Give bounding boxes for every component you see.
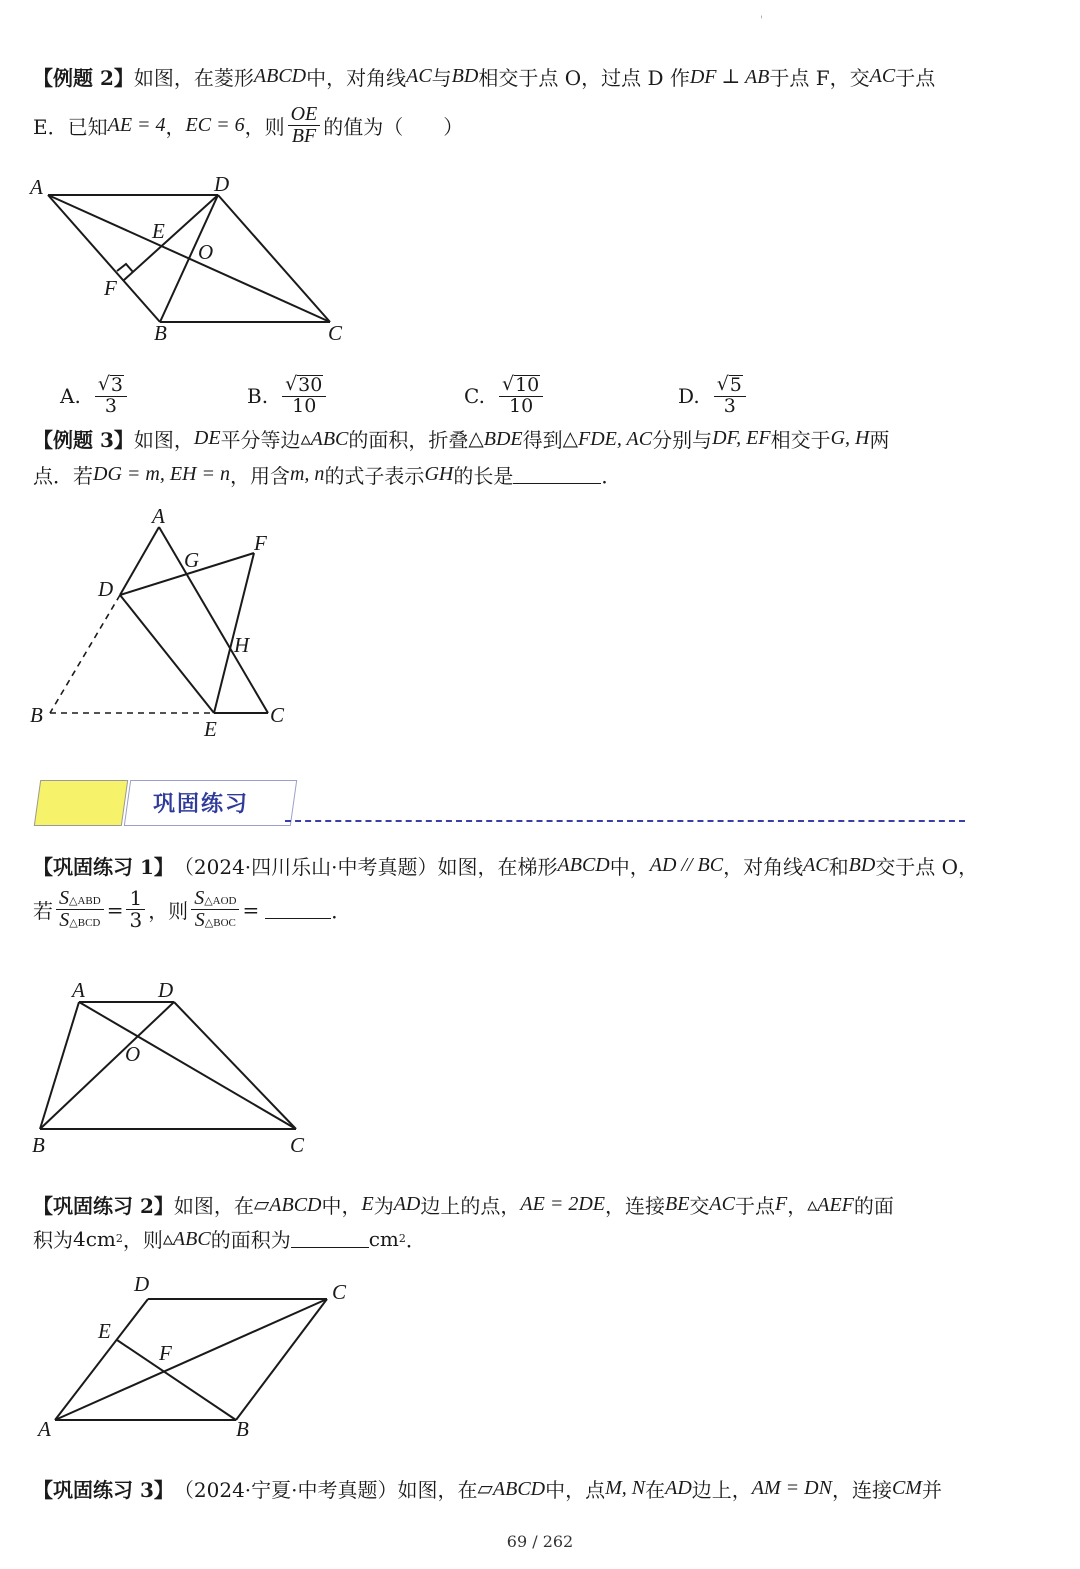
answer-options xyxy=(60,364,780,428)
text: E．已知 xyxy=(33,115,108,139)
radicand: 3 xyxy=(110,374,124,397)
text: 如图， xyxy=(133,428,194,452)
text: 与 xyxy=(431,66,452,90)
text: 的面积，折叠 xyxy=(348,428,469,452)
section-divider xyxy=(285,820,965,822)
text: ． xyxy=(405,1228,426,1252)
text: ，则 xyxy=(148,899,189,923)
label-b: B xyxy=(154,321,167,345)
math: DE xyxy=(193,427,221,449)
text: 为 xyxy=(373,1194,394,1218)
label-a: A xyxy=(30,175,43,199)
label-f: F xyxy=(254,531,267,555)
answer-blank[interactable] xyxy=(513,465,601,484)
fold-triangle-figure xyxy=(28,502,328,747)
superscript: 2 xyxy=(398,1232,406,1245)
math: CM xyxy=(891,1477,922,1499)
superscript: 2 xyxy=(115,1232,123,1245)
parallelogram-figure xyxy=(28,1270,358,1445)
text: = xyxy=(242,897,260,922)
text: 如图，在菱形 xyxy=(133,66,254,90)
text: ， xyxy=(165,115,186,139)
label-o: O xyxy=(125,1042,141,1066)
text: 的长是 xyxy=(453,464,514,488)
math: G, H xyxy=(830,427,870,449)
math: △BDE xyxy=(468,428,523,450)
math: DF ⊥ AB xyxy=(689,66,770,88)
math: ▱ABCD xyxy=(253,1194,322,1216)
math: △FDE, AC xyxy=(562,428,653,450)
subscript: △AOD xyxy=(204,895,237,907)
text: 平分等边 xyxy=(220,428,301,452)
option-letter: D. xyxy=(678,384,700,408)
math: AD xyxy=(665,1477,692,1499)
text: 两 xyxy=(869,428,890,452)
denominator: 3 xyxy=(723,395,736,417)
trapezoid-figure xyxy=(28,975,328,1160)
subscript: △BCD xyxy=(69,917,101,929)
label-a: A xyxy=(152,504,165,528)
label-f: F xyxy=(159,1341,172,1365)
denominator: 10 xyxy=(292,395,317,417)
text: 如图，在 xyxy=(173,1194,254,1218)
math: ▵AEF xyxy=(807,1194,854,1216)
math: AE = 2DE xyxy=(520,1193,605,1215)
math: ▵ABC xyxy=(162,1228,211,1250)
math: ▵ABC xyxy=(300,428,349,450)
subscript: △ABD xyxy=(69,895,101,907)
text: cm xyxy=(368,1226,399,1251)
math: ABCD xyxy=(253,65,307,87)
radicand: 10 xyxy=(515,374,540,397)
label-d: D xyxy=(98,577,114,601)
text: 点．若 xyxy=(33,464,93,488)
text: 的值为（ ） xyxy=(323,115,464,139)
answer-blank[interactable] xyxy=(265,900,331,919)
text: = xyxy=(106,897,124,922)
answer-blank[interactable] xyxy=(291,1229,369,1248)
text: 中， xyxy=(321,1194,362,1218)
page-number: 69 / 262 xyxy=(506,1532,574,1551)
fraction-area-ratio-1 xyxy=(56,888,104,931)
text: 若 xyxy=(33,899,53,923)
option-fraction: √ 5 3 xyxy=(714,375,746,417)
text: ，则 xyxy=(122,1228,163,1252)
label-d: D xyxy=(214,172,230,196)
text: 中， xyxy=(609,855,650,879)
math: AC xyxy=(869,65,896,87)
text: ， xyxy=(787,1194,808,1218)
option-b[interactable] xyxy=(247,364,329,428)
option-letter: A. xyxy=(60,384,81,408)
math: BE xyxy=(664,1193,690,1215)
numerator: 1 xyxy=(126,888,145,910)
math: m, n xyxy=(289,463,325,485)
text: 分别与 xyxy=(652,428,713,452)
math: E xyxy=(361,1193,374,1215)
math: AC xyxy=(803,854,829,876)
math: GH xyxy=(424,463,454,485)
text: 积为 xyxy=(33,1228,73,1252)
denominator: S xyxy=(194,909,205,931)
option-fraction: √ 30 10 xyxy=(282,375,326,417)
option-a[interactable] xyxy=(60,364,130,428)
math: AD xyxy=(393,1193,421,1215)
label-h: H xyxy=(234,633,250,657)
practice3-tag: 【巩固练习 3】 xyxy=(33,1478,174,1502)
text: 4cm xyxy=(73,1226,116,1251)
math: AE = 4 xyxy=(107,114,166,136)
numerator: OE xyxy=(288,104,321,126)
example3-line2 xyxy=(33,460,621,489)
text: 边上的点， xyxy=(420,1194,521,1218)
label-d: D xyxy=(134,1272,150,1296)
label-o: O xyxy=(198,240,214,264)
radicand: 30 xyxy=(298,374,323,397)
practice2-tag: 【巩固练习 2】 xyxy=(33,1194,174,1218)
text: 在 xyxy=(645,1478,666,1502)
option-letter: C. xyxy=(464,384,485,408)
label-b: B xyxy=(236,1417,249,1441)
option-fraction: √ 3 3 xyxy=(95,375,127,417)
denominator: 3 xyxy=(129,908,143,932)
option-c[interactable] xyxy=(464,364,546,428)
math: DG = m, EH = n xyxy=(93,463,230,485)
math: AD // BC xyxy=(649,854,724,876)
text: ． xyxy=(331,899,352,923)
text: 中，点 xyxy=(545,1478,606,1502)
example3-line1 xyxy=(33,424,890,453)
label-c: C xyxy=(270,703,285,727)
math: AM = DN xyxy=(751,1477,832,1499)
math: ABCD xyxy=(557,854,610,876)
numerator: S xyxy=(194,887,205,909)
practice1-line1 xyxy=(33,851,978,880)
label-e: E xyxy=(204,717,217,741)
numerator: S xyxy=(59,887,69,909)
example2-line1 xyxy=(33,62,935,91)
text: 的面积为 xyxy=(210,1228,291,1252)
section-header-marker xyxy=(34,780,128,826)
text: 边上， xyxy=(691,1478,752,1502)
denominator: 3 xyxy=(104,395,117,417)
practice2-line2 xyxy=(33,1224,426,1253)
math: EC = 6 xyxy=(185,114,245,136)
section-header xyxy=(35,778,970,828)
text: 交 xyxy=(689,1194,710,1218)
label-b: B xyxy=(32,1133,45,1157)
text: 于点 xyxy=(734,1194,775,1218)
text: 并 xyxy=(921,1478,942,1502)
text: （2024·宁夏·中考真题）如图，在 xyxy=(173,1478,478,1502)
text: （2024·四川乐山·中考真题）如图，在梯形 xyxy=(173,855,558,879)
math: BD xyxy=(451,65,479,87)
label-c: C xyxy=(332,1280,347,1304)
label-e: E xyxy=(98,1319,111,1343)
text: ，则 xyxy=(244,115,285,139)
label-a: A xyxy=(38,1417,51,1441)
text: 的式子表示 xyxy=(324,464,425,488)
text: 交于点 O， xyxy=(875,855,979,879)
example3-tag: 【例题 3】 xyxy=(33,428,134,452)
text: 于点 xyxy=(895,66,936,90)
text: ． xyxy=(601,464,622,488)
text: 和 xyxy=(828,855,849,879)
label-f: F xyxy=(104,276,117,300)
option-d[interactable] xyxy=(678,364,749,428)
label-c: C xyxy=(328,321,343,345)
practice1-tag: 【巩固练习 1】 xyxy=(33,855,174,879)
math: M, N xyxy=(605,1477,646,1499)
practice1-line2 xyxy=(33,888,351,931)
text: ，用含 xyxy=(229,464,290,488)
text: 中，对角线 xyxy=(306,66,407,90)
denominator: 10 xyxy=(509,395,534,417)
text: 相交于点 O，过点 D 作 xyxy=(478,66,690,90)
practice3-line1 xyxy=(33,1474,942,1503)
math: DF, EF xyxy=(712,427,771,449)
section-title: 巩固练习 xyxy=(153,792,250,817)
option-fraction: √ 10 10 xyxy=(499,375,543,417)
example2-line2 xyxy=(33,104,463,147)
practice2-line1 xyxy=(33,1190,894,1219)
fraction-area-ratio-2 xyxy=(191,888,239,931)
text: 于点 F，交 xyxy=(769,66,870,90)
label-g: G xyxy=(184,548,200,572)
math: AC xyxy=(709,1193,735,1215)
math: AC xyxy=(406,65,432,87)
option-letter: B. xyxy=(247,384,269,408)
fraction-oe-bf xyxy=(288,104,321,147)
radicand: 5 xyxy=(729,374,742,397)
label-c: C xyxy=(290,1133,305,1157)
label-d: D xyxy=(158,978,174,1002)
text: ，连接 xyxy=(604,1194,665,1218)
math: F xyxy=(774,1193,788,1215)
text: 相交于 xyxy=(770,428,831,452)
text: ，对角线 xyxy=(723,855,804,879)
text: ，连接 xyxy=(831,1478,892,1502)
math: BD xyxy=(848,854,876,876)
label-a: A xyxy=(72,978,85,1002)
subscript: △BOC xyxy=(204,917,236,929)
corner-mark: ' xyxy=(760,15,763,26)
label-e: E xyxy=(152,219,165,243)
rhombus-figure xyxy=(28,172,358,347)
math: ▱ABCD xyxy=(477,1478,546,1500)
denominator: BF xyxy=(291,125,317,147)
text: 得到 xyxy=(522,428,563,452)
fraction-one-third xyxy=(126,888,145,931)
example2-tag: 【例题 2】 xyxy=(33,66,134,90)
denominator: S xyxy=(59,909,70,931)
text: 的面 xyxy=(853,1194,894,1218)
label-b: B xyxy=(30,703,43,727)
